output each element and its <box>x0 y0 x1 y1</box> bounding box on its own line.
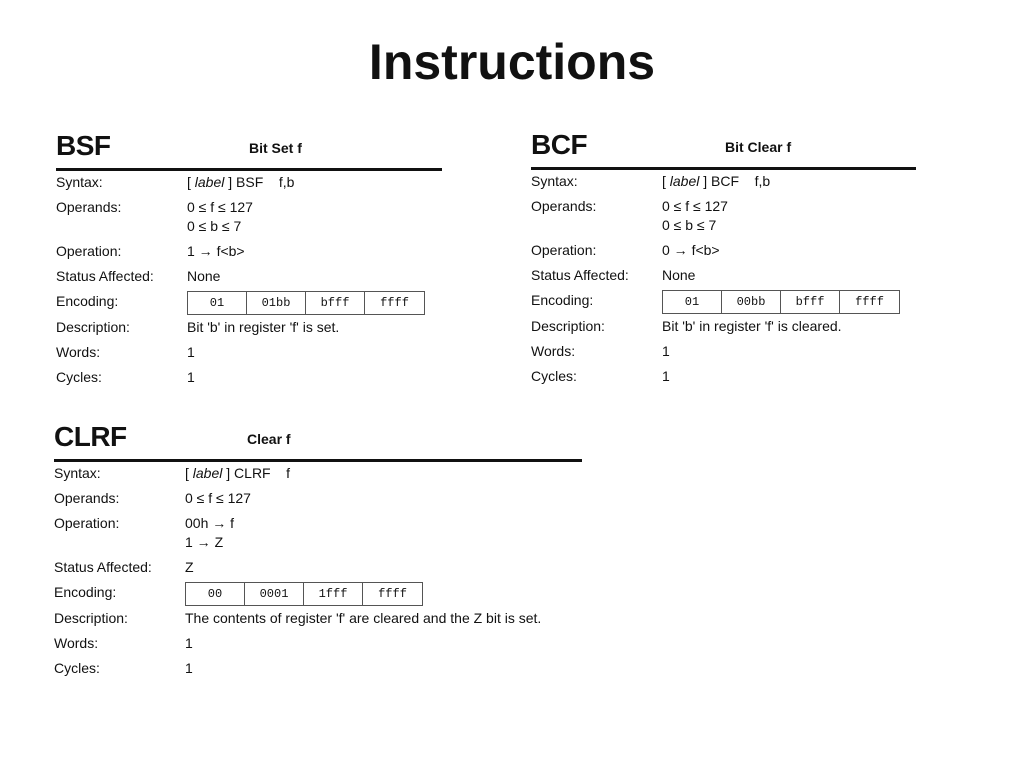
description-row <box>54 609 582 634</box>
card-header <box>54 421 582 461</box>
header-rule <box>56 168 442 171</box>
description-value: Bit 'b' in register 'f' is cleared. <box>662 318 842 334</box>
syntax-row <box>54 464 582 489</box>
cycles-row <box>56 368 442 393</box>
operand-f: 0 ≤ f ≤ 127 <box>187 199 253 215</box>
cycles-row <box>531 367 916 392</box>
words-value: 1 <box>662 343 670 359</box>
cycles-label: Cycles: <box>531 368 577 384</box>
operands-label: Operands: <box>56 199 122 215</box>
words-value: 1 <box>185 635 193 651</box>
instruction-card-clrf <box>54 421 582 684</box>
syntax-label: Syntax: <box>56 174 103 190</box>
operands-label: Operands: <box>531 198 597 214</box>
instruction-name: Clear f <box>247 431 291 447</box>
encoding-field: ffff <box>380 296 409 310</box>
cycles-label: Cycles: <box>56 369 102 385</box>
encoding-field: 0001 <box>245 583 304 605</box>
words-row <box>56 343 442 368</box>
operand-f: 0 ≤ f ≤ 127 <box>662 198 728 214</box>
operation-label: Operation: <box>56 243 122 259</box>
syntax-label: Syntax: <box>531 173 578 189</box>
header-rule <box>531 167 916 170</box>
encoding-table <box>662 290 900 314</box>
description-label: Description: <box>54 610 128 626</box>
encoding-table <box>185 582 423 606</box>
operands-label: Operands: <box>54 490 120 506</box>
mnemonic: BSF <box>56 130 111 161</box>
encoding-field: ffff <box>378 587 407 601</box>
status-value: None <box>187 268 221 284</box>
cycles-value: 1 <box>185 660 193 676</box>
instruction-card-bsf <box>56 130 442 393</box>
encoding-field: 01 <box>188 292 247 314</box>
encoding-field: bfff <box>306 292 365 314</box>
page-title: Instructions <box>368 34 656 90</box>
encoding-row <box>531 291 916 317</box>
operation-row <box>56 242 442 267</box>
status-value: Z <box>185 559 194 575</box>
status-row <box>56 267 442 292</box>
encoding-field: 00bb <box>722 291 781 313</box>
words-row <box>54 634 582 659</box>
operation-value: 0 → f<b> <box>662 242 720 258</box>
card-header <box>531 129 916 169</box>
operand-b: 0 ≤ b ≤ 7 <box>662 217 717 233</box>
syntax-value: [ label ] CLRF f <box>185 465 291 481</box>
cycles-value: 1 <box>662 368 670 384</box>
syntax-value: [ label ] BCF f,b <box>662 173 771 189</box>
words-label: Words: <box>54 635 99 651</box>
words-row <box>531 342 916 367</box>
encoding-field: 01 <box>663 291 722 313</box>
encoding-field: ffff <box>855 295 884 309</box>
encoding-label: Encoding: <box>56 293 119 309</box>
words-value: 1 <box>187 344 195 360</box>
encoding-field: 1fff <box>304 583 363 605</box>
words-label: Words: <box>531 343 576 359</box>
description-row <box>56 318 442 343</box>
card-header <box>56 130 442 170</box>
encoding-field: 00 <box>186 583 245 605</box>
status-label: Status Affected: <box>531 267 629 283</box>
cycles-label: Cycles: <box>54 660 100 676</box>
encoding-label: Encoding: <box>531 292 594 308</box>
status-row <box>54 558 582 583</box>
description-value: The contents of register 'f' are cleared and the Z bit is set. <box>185 610 542 626</box>
syntax-row <box>56 173 442 198</box>
encoding-label: Encoding: <box>54 584 117 600</box>
syntax-value: [ label ] BSF f,b <box>187 174 295 190</box>
cycles-row <box>54 659 582 684</box>
operation-row <box>531 241 916 266</box>
operands-row <box>56 198 442 242</box>
description-value: Bit 'b' in register 'f' is set. <box>187 319 340 335</box>
mnemonic: BCF <box>531 129 588 160</box>
instruction-name: Bit Clear f <box>725 139 792 155</box>
encoding-field: bfff <box>781 291 840 313</box>
cycles-value: 1 <box>187 369 195 385</box>
syntax-row <box>531 172 916 197</box>
operation-value: 00h → f <box>185 515 235 531</box>
operands-row <box>54 489 582 514</box>
operation-value: 1 → f<b> <box>187 243 245 259</box>
encoding-row <box>56 292 442 318</box>
status-row <box>531 266 916 291</box>
mnemonic: CLRF <box>54 421 127 452</box>
description-row <box>531 317 916 342</box>
description-label: Description: <box>56 319 130 335</box>
header-rule <box>54 459 582 462</box>
operation-row <box>54 514 582 558</box>
encoding-table <box>187 291 425 315</box>
status-label: Status Affected: <box>54 559 152 575</box>
operation-label: Operation: <box>531 242 597 258</box>
status-value: None <box>662 267 696 283</box>
status-label: Status Affected: <box>56 268 154 284</box>
operands-row <box>531 197 916 241</box>
words-label: Words: <box>56 344 101 360</box>
operation-label: Operation: <box>54 515 120 531</box>
operand-b: 0 ≤ b ≤ 7 <box>187 218 242 234</box>
description-label: Description: <box>531 318 605 334</box>
encoding-field: 01bb <box>247 292 306 314</box>
syntax-label: Syntax: <box>54 465 101 481</box>
encoding-row <box>54 583 582 609</box>
operation-value: 1 → Z <box>185 534 224 550</box>
instruction-card-bcf <box>531 129 916 392</box>
operand-f: 0 ≤ f ≤ 127 <box>185 490 251 506</box>
instruction-name: Bit Set f <box>249 140 302 156</box>
